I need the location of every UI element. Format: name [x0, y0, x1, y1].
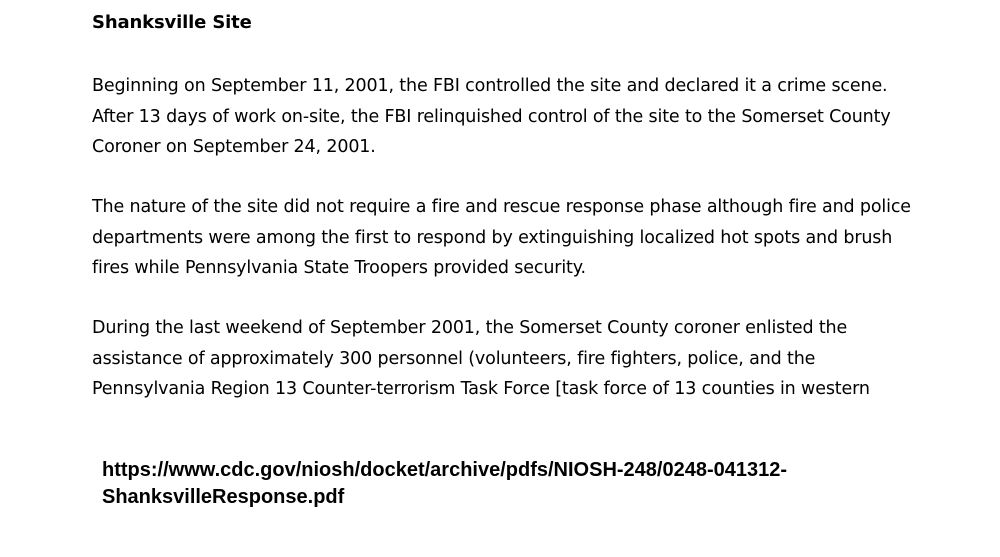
source-url-line: ShanksvilleResponse.pdf — [102, 486, 345, 508]
paragraph-fbi-control — [92, 71, 891, 163]
paragraph-coroner-personnel — [92, 313, 870, 405]
text-line: Beginning on September 11, 2001, the FBI controlled the site and declared it a crime scene. — [92, 76, 888, 96]
text-line: During the last weekend of September 2001, the Somerset County coroner enlisted the — [92, 318, 848, 338]
text-line: fires while Pennsylvania State Troopers provided security. — [92, 258, 586, 278]
text-line: departments were among the first to respond by extinguishing localized hot spots and brush — [92, 227, 893, 248]
text-line: The nature of the site did not require a fire and rescue response phase although fire and police — [92, 197, 911, 217]
text-line: After 13 days of work on-site, the FBI relinquished control of the site to the Somerset County — [92, 106, 891, 127]
document-title: Shanksville Site — [92, 12, 252, 33]
text-line: Pennsylvania Region 13 Counter-terrorism Task Force [task force of 13 counties in western — [92, 379, 870, 399]
source-url — [102, 457, 787, 511]
paragraph-site-nature — [92, 192, 911, 284]
text-line: assistance of approximately 300 personnel (volunteers, fire fighters, police, and the — [92, 348, 816, 369]
document-body — [92, 10, 972, 399]
source-url-line: https://www.cdc.gov/niosh/docket/archive/pdfs/NIOSH-248/0248-041312- — [102, 459, 788, 481]
text-line: Coroner on September 24, 2001. — [92, 137, 376, 157]
